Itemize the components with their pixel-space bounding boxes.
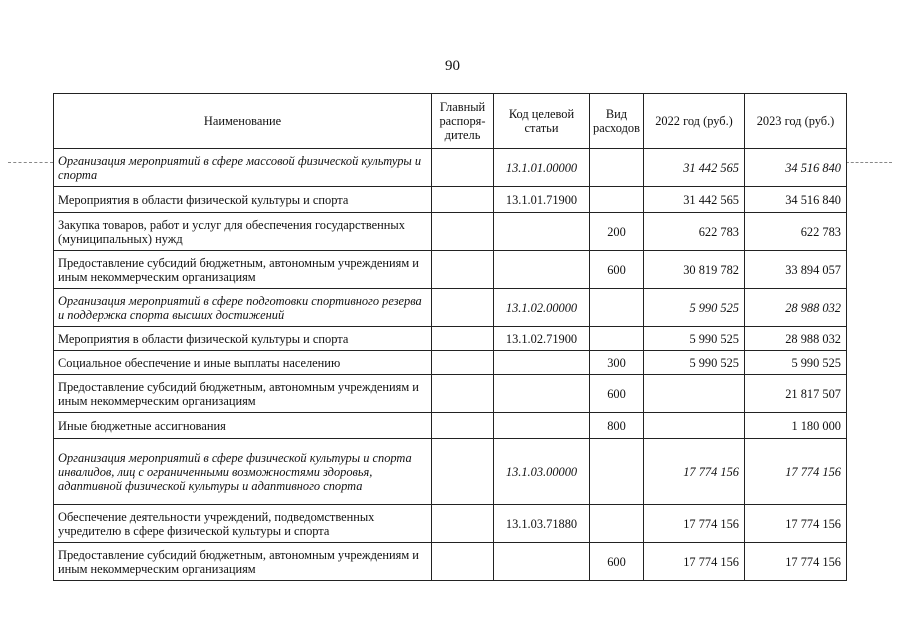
row-name: Предоставление субсидий бюджетным, автономным учреждениям и иным некоммерческим организациям <box>54 543 432 581</box>
row-name: Предоставление субсидий бюджетным, автономным учреждениям и иным некоммерческим организациям <box>54 375 432 413</box>
row-target-code: 13.1.03.71880 <box>494 505 590 543</box>
row-name: Организация мероприятий в сфере массовой физической культуры и спорта <box>54 149 432 187</box>
row-main-manager <box>432 327 494 351</box>
row-target-code: 13.1.02.00000 <box>494 289 590 327</box>
scan-artifact-line-left <box>8 162 53 163</box>
table-header-row <box>54 94 847 149</box>
row-amount-2022: 5 990 525 <box>644 327 745 351</box>
row-main-manager <box>432 375 494 413</box>
row-target-code <box>494 543 590 581</box>
header-main-manager: Главный распоря-дитель <box>432 94 494 149</box>
row-main-manager <box>432 543 494 581</box>
row-amount-2022: 5 990 525 <box>644 289 745 327</box>
row-target-code <box>494 351 590 375</box>
row-amount-2022 <box>644 413 745 439</box>
row-expense-type: 600 <box>590 375 644 413</box>
scan-artifact-line-right <box>846 162 892 163</box>
row-amount-2022 <box>644 375 745 413</box>
row-amount-2023: 28 988 032 <box>745 289 847 327</box>
row-name: Организация мероприятий в сфере физической культуры и спорта инвалидов, лиц с ограниченными возможностями здоровья, адаптивной физической культуры и адаптивного спорта <box>54 439 432 505</box>
row-name: Иные бюджетные ассигнования <box>54 413 432 439</box>
row-expense-type <box>590 439 644 505</box>
row-name: Обеспечение деятельности учреждений, подведомственных учредителю в сфере физической культуры и спорта <box>54 505 432 543</box>
header-target-code: Код целевой статьи <box>494 94 590 149</box>
row-amount-2022: 30 819 782 <box>644 251 745 289</box>
row-target-code: 13.1.03.00000 <box>494 439 590 505</box>
row-target-code <box>494 413 590 439</box>
row-expense-type: 600 <box>590 543 644 581</box>
table-row <box>54 505 847 543</box>
row-amount-2023: 34 516 840 <box>745 149 847 187</box>
row-main-manager <box>432 289 494 327</box>
table-row <box>54 149 847 187</box>
table-row <box>54 187 847 213</box>
table-row <box>54 213 847 251</box>
row-main-manager <box>432 439 494 505</box>
row-expense-type: 200 <box>590 213 644 251</box>
row-amount-2022: 622 783 <box>644 213 745 251</box>
header-expense-type: Вид расходов <box>590 94 644 149</box>
row-name: Мероприятия в области физической культуры и спорта <box>54 327 432 351</box>
row-main-manager <box>432 251 494 289</box>
table-row <box>54 289 847 327</box>
row-expense-type <box>590 505 644 543</box>
header-name: Наименование <box>54 94 432 149</box>
table-row <box>54 439 847 505</box>
row-amount-2023: 33 894 057 <box>745 251 847 289</box>
row-target-code <box>494 375 590 413</box>
row-main-manager <box>432 351 494 375</box>
row-amount-2022: 5 990 525 <box>644 351 745 375</box>
row-target-code: 13.1.01.00000 <box>494 149 590 187</box>
row-name: Социальное обеспечение и иные выплаты населению <box>54 351 432 375</box>
row-expense-type <box>590 289 644 327</box>
row-amount-2023: 5 990 525 <box>745 351 847 375</box>
row-amount-2023: 34 516 840 <box>745 187 847 213</box>
row-main-manager <box>432 187 494 213</box>
row-amount-2023: 17 774 156 <box>745 505 847 543</box>
row-target-code: 13.1.02.71900 <box>494 327 590 351</box>
row-expense-type <box>590 149 644 187</box>
row-name: Предоставление субсидий бюджетным, автономным учреждениям и иным некоммерческим организациям <box>54 251 432 289</box>
table-row <box>54 375 847 413</box>
header-year-2023: 2023 год (руб.) <box>745 94 847 149</box>
row-amount-2023: 21 817 507 <box>745 375 847 413</box>
row-amount-2022: 17 774 156 <box>644 543 745 581</box>
row-amount-2022: 31 442 565 <box>644 187 745 213</box>
table-row <box>54 351 847 375</box>
row-amount-2023: 1 180 000 <box>745 413 847 439</box>
row-expense-type <box>590 327 644 351</box>
row-name: Закупка товаров, работ и услуг для обеспечения государственных (муниципальных) нужд <box>54 213 432 251</box>
table-row <box>54 413 847 439</box>
row-expense-type: 600 <box>590 251 644 289</box>
row-expense-type: 300 <box>590 351 644 375</box>
header-year-2022: 2022 год (руб.) <box>644 94 745 149</box>
budget-table <box>53 93 847 581</box>
row-main-manager <box>432 505 494 543</box>
row-target-code <box>494 213 590 251</box>
row-main-manager <box>432 413 494 439</box>
row-amount-2023: 28 988 032 <box>745 327 847 351</box>
row-expense-type: 800 <box>590 413 644 439</box>
row-amount-2022: 17 774 156 <box>644 505 745 543</box>
row-name: Мероприятия в области физической культуры и спорта <box>54 187 432 213</box>
table-row <box>54 327 847 351</box>
row-expense-type <box>590 187 644 213</box>
row-amount-2023: 622 783 <box>745 213 847 251</box>
row-amount-2022: 31 442 565 <box>644 149 745 187</box>
row-name: Организация мероприятий в сфере подготовки спортивного резерва и поддержка спорта высших достижений <box>54 289 432 327</box>
table-row <box>54 543 847 581</box>
row-amount-2023: 17 774 156 <box>745 439 847 505</box>
row-amount-2022: 17 774 156 <box>644 439 745 505</box>
row-main-manager <box>432 149 494 187</box>
row-target-code: 13.1.01.71900 <box>494 187 590 213</box>
row-amount-2023: 17 774 156 <box>745 543 847 581</box>
row-target-code <box>494 251 590 289</box>
page-number: 90 <box>445 58 460 74</box>
table-row <box>54 251 847 289</box>
row-main-manager <box>432 213 494 251</box>
